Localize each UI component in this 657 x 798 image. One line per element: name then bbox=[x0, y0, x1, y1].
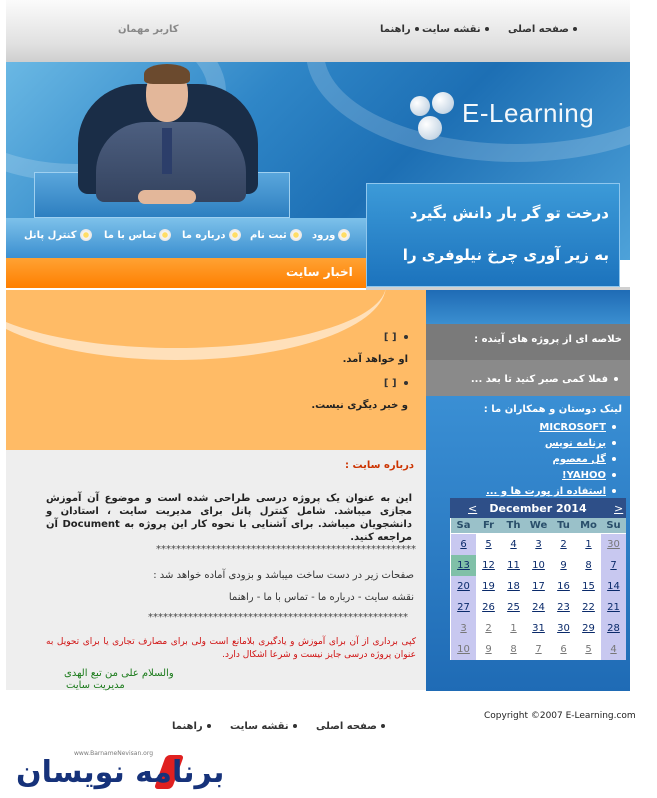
calendar-day[interactable]: 14 bbox=[601, 576, 626, 597]
bullet-icon bbox=[612, 441, 616, 445]
person-tie bbox=[162, 128, 172, 174]
main-nav bbox=[6, 218, 366, 258]
calendar-day[interactable]: 15 bbox=[582, 581, 595, 592]
nav-dot-icon bbox=[80, 229, 92, 241]
future-projects-body bbox=[426, 360, 630, 396]
calendar-day[interactable]: 6 bbox=[451, 534, 476, 555]
calendar-day[interactable]: 27 bbox=[451, 597, 476, 618]
nav-login[interactable]: ورود bbox=[312, 229, 350, 241]
calendar-day[interactable]: 16 bbox=[557, 581, 570, 592]
decorative-curve bbox=[6, 290, 386, 360]
calendar-day[interactable]: 1 bbox=[585, 539, 592, 550]
slogan-line-1: درخت تو گر بار دانش بگیرد bbox=[409, 204, 609, 222]
signature-text: مدیریت سایت bbox=[66, 680, 125, 691]
calendar-day[interactable]: 30 bbox=[601, 534, 626, 555]
news-item-marker: [ ] bbox=[384, 332, 408, 343]
news-panel bbox=[6, 290, 426, 450]
top-link-help[interactable]: راهنما bbox=[380, 24, 419, 35]
nav-register[interactable]: ثبت نام bbox=[250, 229, 302, 241]
calendar-day[interactable]: 13 bbox=[451, 555, 476, 576]
watermark-logo bbox=[6, 747, 256, 797]
logo-circle-icon bbox=[418, 116, 442, 140]
bullet-icon bbox=[381, 724, 385, 728]
bullet-icon bbox=[612, 457, 616, 461]
friends-links-title: لینک دوستان و همکاران ما : bbox=[483, 404, 622, 415]
bullet-icon bbox=[612, 489, 616, 493]
link-barnamenevis[interactable]: برنامه نویس bbox=[545, 438, 616, 449]
sidebar-top bbox=[426, 290, 630, 324]
link-yahoo[interactable]: YAHOO! bbox=[562, 470, 616, 481]
watermark-url: www.BarnameNevisan.org bbox=[74, 750, 153, 757]
bullet-icon bbox=[293, 724, 297, 728]
calendar-prev-button[interactable]: < bbox=[468, 502, 478, 515]
calendar-day[interactable]: 22 bbox=[582, 602, 595, 613]
bullet-icon bbox=[207, 724, 211, 728]
footer-link-home[interactable]: صفحه اصلی bbox=[316, 721, 385, 732]
bullet-icon bbox=[612, 473, 616, 477]
news-item-text: او خواهد آمد. bbox=[342, 354, 408, 365]
calendar-day[interactable]: 3 bbox=[535, 539, 542, 550]
separator-stars: **************************************************** bbox=[156, 544, 416, 555]
slogan-box bbox=[366, 183, 620, 287]
bullet-icon bbox=[614, 377, 618, 381]
calendar-day[interactable]: 19 bbox=[482, 581, 495, 592]
bullet-icon bbox=[404, 381, 408, 385]
link-ports[interactable]: استفاده از پورت ها و ... bbox=[486, 486, 616, 497]
calendar-day-header: Fr bbox=[476, 518, 501, 533]
calendar-day-header: Su bbox=[601, 518, 626, 533]
calendar-day[interactable]: 5 bbox=[585, 644, 592, 655]
logo-text: E-Learning bbox=[462, 98, 595, 128]
separator-stars: **************************************************** bbox=[148, 612, 408, 623]
calendar-day[interactable]: 28 bbox=[601, 618, 626, 639]
bullet-icon bbox=[612, 425, 616, 429]
calendar-day[interactable]: 26 bbox=[482, 602, 495, 613]
calendar-day[interactable]: 4 bbox=[510, 539, 517, 550]
calendar-day[interactable]: 2 bbox=[560, 539, 567, 550]
news-item-marker: [ ] bbox=[384, 378, 408, 389]
news-title: اخبار سایت bbox=[286, 265, 353, 279]
calendar-day[interactable]: 10 bbox=[532, 560, 545, 571]
nav-dot-icon bbox=[159, 229, 171, 241]
pages-note: صفحات زیر در دست ساخت میباشد و بزودی آماده خواهد شد : bbox=[153, 570, 414, 581]
calendar-day[interactable]: 11 bbox=[507, 560, 520, 571]
calendar-day[interactable]: 10 bbox=[451, 639, 476, 660]
calendar-day[interactable]: 29 bbox=[582, 623, 595, 634]
site-logo[interactable] bbox=[410, 92, 610, 142]
calendar-day[interactable]: 2 bbox=[485, 623, 492, 634]
calendar-day[interactable]: 3 bbox=[451, 618, 476, 639]
calendar-day[interactable]: 18 bbox=[507, 581, 520, 592]
nav-about[interactable]: درباره ما bbox=[182, 229, 241, 241]
calendar-day[interactable]: 21 bbox=[601, 597, 626, 618]
person-hands bbox=[138, 190, 196, 204]
watermark-text: برنامه نویسان bbox=[16, 755, 225, 790]
calendar-day[interactable]: 7 bbox=[535, 644, 542, 655]
nav-contact[interactable]: تماس با ما bbox=[104, 229, 171, 241]
logo-circle-icon bbox=[410, 96, 430, 116]
nav-control-panel[interactable]: کنترل پانل bbox=[24, 229, 92, 241]
about-panel bbox=[6, 450, 426, 690]
calendar-day[interactable]: 25 bbox=[507, 602, 520, 613]
calendar-next-button[interactable]: > bbox=[614, 502, 624, 515]
calendar-header bbox=[450, 498, 626, 518]
top-bar bbox=[6, 0, 630, 62]
calendar-day[interactable]: 5 bbox=[485, 539, 492, 550]
calendar-day[interactable]: 30 bbox=[557, 623, 570, 634]
calendar-day[interactable]: 23 bbox=[557, 602, 570, 613]
footer-link-help[interactable]: راهنما bbox=[172, 721, 211, 732]
bullet-icon bbox=[573, 27, 577, 31]
slogan-line-2: به زیر آوری چرخ نیلوفری را bbox=[402, 246, 609, 264]
calendar-day[interactable]: 7 bbox=[601, 555, 626, 576]
calendar-day-header: Sa bbox=[451, 518, 476, 533]
future-projects-item: فعلا کمی صبر کنید تا بعد ... bbox=[471, 374, 618, 385]
bullet-icon bbox=[404, 335, 408, 339]
footer bbox=[6, 691, 636, 747]
future-projects-title: خلاصه ای از پروژه های آینده : bbox=[474, 334, 622, 345]
calendar-day[interactable]: 17 bbox=[532, 581, 545, 592]
bullet-icon bbox=[415, 27, 419, 31]
top-link-sitemap[interactable]: نقشه سایت bbox=[422, 24, 489, 35]
footer-link-sitemap[interactable]: نقشه سایت bbox=[230, 721, 297, 732]
nav-dot-icon bbox=[290, 229, 302, 241]
bullet-icon bbox=[485, 27, 489, 31]
logo-circle-icon bbox=[432, 92, 454, 114]
nav-dot-icon bbox=[229, 229, 241, 241]
nav-dot-icon bbox=[338, 229, 350, 241]
link-microsoft[interactable]: MICROSOFT bbox=[539, 422, 616, 433]
about-body: این به عنوان یک پروژه درسی طراحی شده است و موضوع آن آموزش مجازی میباشد. شامل کنترل پانل برای مدیریت سایت ، استادان و دانشجویان میباشد. برای آشنایی با نحوه کار این پروژه به Document آن مراجعه کنید. bbox=[46, 493, 412, 543]
calendar-day-header: We bbox=[526, 518, 551, 533]
calendar-day[interactable]: 8 bbox=[585, 560, 592, 571]
calendar bbox=[450, 498, 626, 660]
calendar-day[interactable]: 8 bbox=[510, 644, 517, 655]
top-link-home[interactable]: صفحه اصلی bbox=[508, 24, 577, 35]
news-header-bar bbox=[6, 258, 366, 288]
guest-user-label: کاربر مهمان bbox=[118, 24, 179, 35]
pages-list: نقشه سایت - درباره ما - تماس با ما - راهنما bbox=[228, 592, 414, 603]
calendar-day[interactable]: 20 bbox=[451, 576, 476, 597]
calendar-day[interactable]: 6 bbox=[560, 644, 567, 655]
link-golmasoom[interactable]: گل معصوم bbox=[552, 454, 616, 465]
greeting-text: والسلام علی من تبع الهدی bbox=[64, 668, 174, 679]
calendar-day[interactable]: 31 bbox=[532, 623, 545, 634]
calendar-day-header: Tu bbox=[551, 518, 576, 533]
calendar-day[interactable]: 1 bbox=[510, 623, 517, 634]
future-projects-header bbox=[426, 324, 630, 360]
about-title: درباره سایت : bbox=[345, 460, 414, 471]
calendar-title: December 2014 bbox=[489, 502, 587, 515]
calendar-day-header: Mo bbox=[576, 518, 601, 533]
calendar-day-header: Th bbox=[501, 518, 526, 533]
copyright-note: کپی برداری از آن برای آموزش و یادگیری بلامانع است ولی برای مصارف تجاری یا برای تحویل به عنوان پروژه درسی جایز نیست و شرعا اشکال دارد. bbox=[46, 637, 416, 660]
calendar-day[interactable]: 9 bbox=[560, 560, 567, 571]
calendar-day[interactable]: 12 bbox=[482, 560, 495, 571]
news-item-text: و خبر دیگری نیست. bbox=[311, 400, 408, 411]
calendar-day[interactable]: 9 bbox=[485, 644, 492, 655]
calendar-day[interactable]: 4 bbox=[601, 639, 626, 660]
person-hair bbox=[144, 64, 190, 84]
calendar-day[interactable]: 24 bbox=[532, 602, 545, 613]
copyright-text: Copyright ©2007 E-Learning.com bbox=[484, 711, 636, 721]
